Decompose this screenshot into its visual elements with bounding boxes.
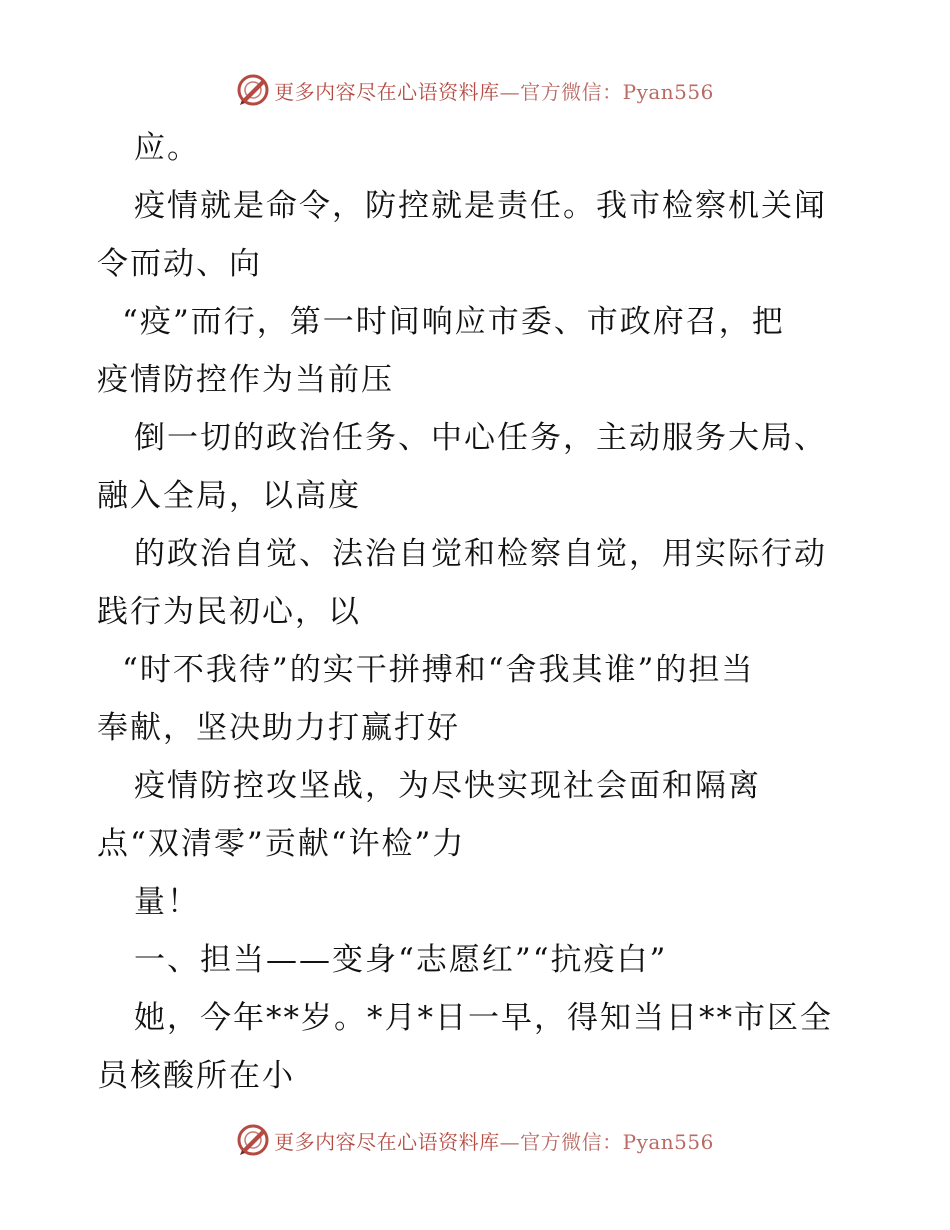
text-line: 的政治自觉、法治自觉和检察自觉，用实际行动 bbox=[134, 536, 827, 572]
footer-banner bbox=[0, 1120, 950, 1160]
text-line: 量！ bbox=[134, 884, 200, 920]
text-line: 疫情防控作为当前压 bbox=[97, 362, 394, 398]
text-line: 倒一切的政治任务、中心任务，主动服务大局、 bbox=[134, 420, 827, 456]
footer-banner-text bbox=[274, 1126, 714, 1155]
text-line: 践行为民初心，以 bbox=[97, 594, 361, 630]
text-line: “疫”而行，第一时间响应市委、市政府召，把 bbox=[122, 304, 785, 340]
header-banner-rest: —官方微信：Pyan556 bbox=[499, 79, 714, 104]
text-line: 疫情防控攻坚战，为尽快实现社会面和隔离 bbox=[134, 768, 761, 804]
text-line: 疫情就是命令，防控就是责任。我市检察机关闻 bbox=[134, 188, 827, 224]
text-line: 奉献，坚决助力打赢打好 bbox=[97, 710, 460, 746]
text-line: 应。 bbox=[134, 130, 200, 166]
header-banner-main: 更多内容尽在心语资料库 bbox=[274, 79, 500, 104]
text-line: 令而动、向 bbox=[97, 246, 262, 282]
text-line: 员核酸所在小 bbox=[97, 1058, 295, 1094]
footer-banner-rest: —官方微信：Pyan556 bbox=[499, 1129, 714, 1154]
text-line: 她，今年**岁。*月*日一早，得知当日**市区全 bbox=[134, 1000, 833, 1036]
text-line: 融入全局，以高度 bbox=[97, 478, 361, 514]
text-line: 点“双清零”贡献“许检”力 bbox=[97, 826, 466, 862]
pen-logo-icon bbox=[236, 1123, 270, 1157]
footer-banner-main: 更多内容尽在心语资料库 bbox=[274, 1129, 500, 1154]
text-line: “时不我待”的实干拼搏和“舍我其谁”的担当 bbox=[122, 652, 755, 688]
section-heading: 一、担当——变身“志愿红”“抗疫白” bbox=[134, 942, 668, 978]
